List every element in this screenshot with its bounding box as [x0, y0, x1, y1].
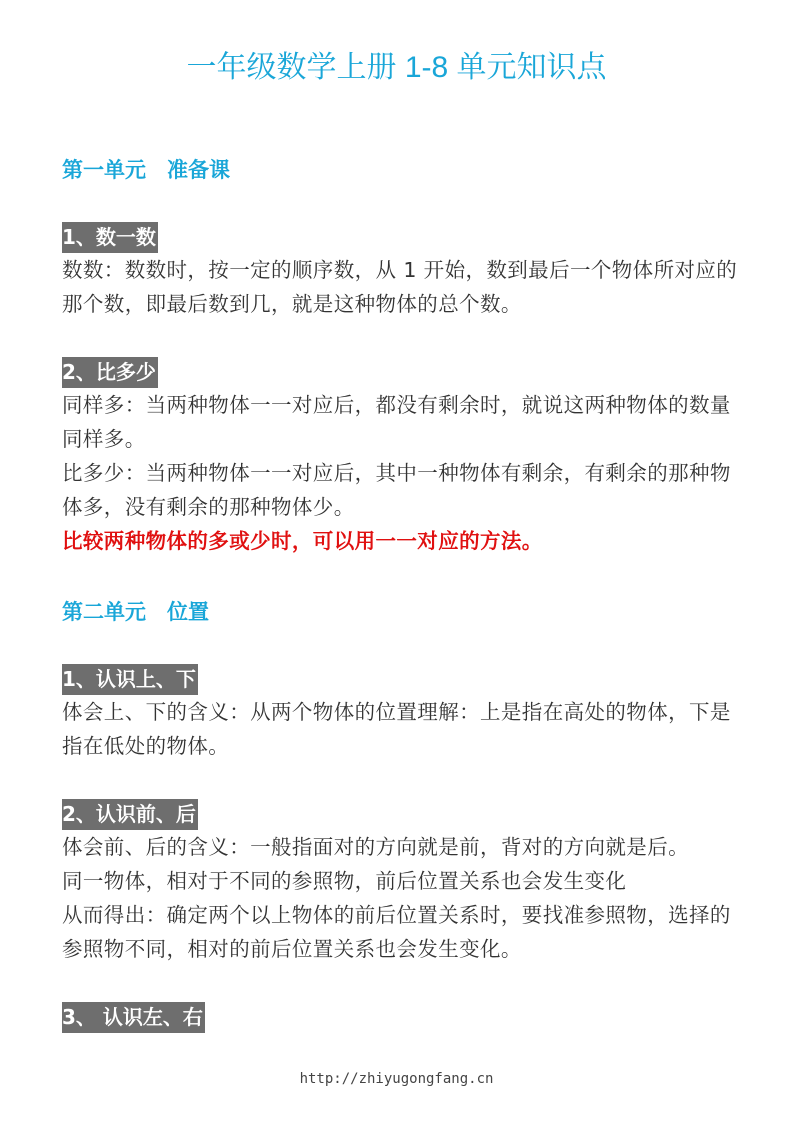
- section-compare: [62, 357, 742, 558]
- unit-heading: 第二单元 位置: [62, 600, 209, 624]
- paragraph: 体会上、下的含义：从两个物体的位置理解：上是指在高处的物体，下是指在低处的物体。: [62, 700, 731, 758]
- paragraph: 体会前、后的含义：一般指面对的方向就是前，背对的方向就是后。: [62, 835, 689, 859]
- page-title: 一年级数学上册 1-8 单元知识点: [186, 51, 607, 84]
- footer-url: http://zhiyugongfang.cn: [299, 1071, 494, 1087]
- section-subhead: 1、数一数: [62, 222, 158, 253]
- paragraph: 数数：数数时，按一定的顺序数，从 1 开始，数到最后一个物体所对应的那个数，即最后数到几，就是这种物体的总个数。: [62, 258, 738, 316]
- section-subhead: 2、比多少: [62, 357, 158, 388]
- section-left-right: [62, 1002, 742, 1033]
- unit-1: [62, 154, 742, 558]
- section-count: [62, 222, 742, 321]
- document-body: [62, 154, 742, 1033]
- paragraph: 从而得出：确定两个以上物体的前后位置关系时，要找准参照物，选择的参照物不同，相对的前后位置关系也会发生变化。: [62, 903, 731, 961]
- paragraph: 同样多：当两种物体一一对应后，都没有剩余时，就说这两种物体的数量同样多。: [62, 393, 731, 451]
- unit-heading: 第一单元 准备课: [62, 158, 230, 182]
- section-subhead: 1、认识上、下: [62, 664, 198, 695]
- section-subhead: 3、 认识左、右: [62, 1002, 205, 1033]
- paragraph: 同一物体，相对于不同的参照物，前后位置关系也会发生变化: [62, 869, 627, 893]
- section-front-back: [62, 799, 742, 966]
- section-subhead: 2、认识前、后: [62, 799, 198, 830]
- section-up-down: [62, 664, 742, 763]
- highlight-note: 比较两种物体的多或少时，可以用一一对应的方法。: [62, 529, 543, 553]
- unit-2: [62, 596, 742, 1033]
- paragraph: 比多少：当两种物体一一对应后，其中一种物体有剩余，有剩余的那种物体多，没有剩余的那种物体少。: [62, 461, 731, 519]
